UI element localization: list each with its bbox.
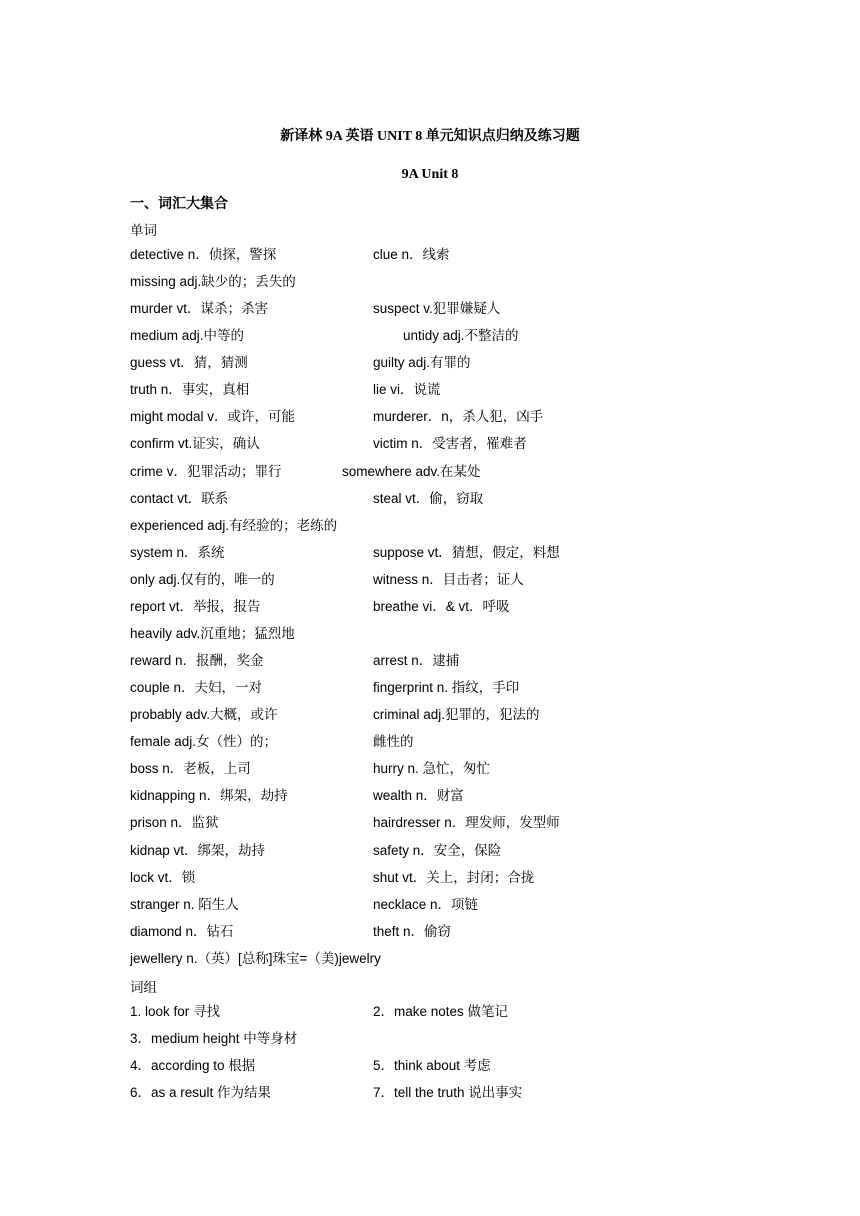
phrase-entry-left: 1. look for 寻找 <box>130 1004 221 1019</box>
word-entry-left: kidnap vt．绑架，劫持 <box>130 842 266 858</box>
word-entry-left: report vt．举报，报告 <box>130 598 261 614</box>
word-row <box>0 544 860 566</box>
word-entry-right: shut vt．关上，封闭；合拢 <box>373 869 535 885</box>
word-entry-left: might modal v．或许，可能 <box>130 409 296 425</box>
phrase-entry-left: 4．according to 根据 <box>130 1058 256 1073</box>
phrase-row <box>0 1003 860 1025</box>
word-entry-left: lock vt．锁 <box>130 869 196 885</box>
word-entry-right: somewhere adv.在某处 <box>342 463 481 479</box>
word-entry-left: murder vt．谋杀；杀害 <box>130 301 269 317</box>
word-row <box>0 760 860 782</box>
document-title: 新译林 9A 英语 UNIT 8 单元知识点归纳及练习题 <box>280 129 580 144</box>
word-entry-left: stranger n. 陌生人 <box>130 896 239 912</box>
word-entry-left: only adj.仅有的，唯一的 <box>130 571 275 587</box>
word-row <box>0 679 860 701</box>
word-entry-right: wealth n．财富 <box>373 788 464 804</box>
word-entry-left: contact vt．联系 <box>130 490 229 506</box>
phrase-entry-right: 7．tell the truth 说出事实 <box>373 1085 523 1100</box>
word-row <box>0 463 860 485</box>
phrase-entry-left: 3．medium height 中等身材 <box>130 1031 298 1046</box>
word-entry-left: confirm vt.证实，确认 <box>130 436 260 452</box>
word-row <box>0 706 860 728</box>
word-entry-left: missing adj.缺少的；丢失的 <box>130 274 296 290</box>
word-entry-right: hurry n. 急忙，匆忙 <box>373 761 491 777</box>
phrases-label: 词组 <box>130 980 157 995</box>
word-entry-left: boss n．老板，上司 <box>130 761 251 777</box>
word-row <box>0 354 860 376</box>
phrase-row <box>0 1084 860 1106</box>
word-row <box>0 273 860 295</box>
word-row <box>0 517 860 539</box>
word-entry-right: necklace n．项链 <box>373 896 479 912</box>
word-row <box>0 950 860 972</box>
word-entry-right: clue n．线索 <box>373 247 450 262</box>
word-row <box>0 842 860 864</box>
word-entry-left: reward n．报酬，奖金 <box>130 653 264 669</box>
word-entry-right: theft n．偷窃 <box>373 923 452 939</box>
word-row <box>0 381 860 403</box>
word-entry-right: lie vi．说谎 <box>373 382 441 398</box>
word-entry-left: probably adv.大概，或许 <box>130 707 278 723</box>
word-entry-right: fingerprint n. 指纹，手印 <box>373 680 520 696</box>
word-row <box>0 435 860 457</box>
word-entry-right: suppose vt．猜想，假定，料想 <box>373 544 560 560</box>
section-heading-vocabulary: 一、词汇大集合 <box>130 197 228 212</box>
word-row <box>0 869 860 891</box>
word-entry-right: murderer．n，杀人犯，凶手 <box>373 409 544 425</box>
phrase-entry-right: 5．think about 考虑 <box>373 1058 491 1073</box>
word-row <box>0 327 860 349</box>
word-row <box>0 490 860 512</box>
word-row <box>0 598 860 620</box>
document-subtitle: 9A Unit 8 <box>401 167 459 182</box>
word-row <box>0 408 860 430</box>
phrase-entry-left: 6．as a result 作为结果 <box>130 1085 272 1100</box>
word-entry-left: diamond n．钻石 <box>130 923 234 939</box>
word-entry-right: safety n．安全，保险 <box>373 842 502 858</box>
word-entry-left: prison n．监狱 <box>130 815 219 831</box>
word-entry-left: jewellery n.（英）[总称]珠宝=（美)jewelry <box>130 950 381 966</box>
word-entry-left: crime v．犯罪活动；罪行 <box>130 463 282 479</box>
word-entry-right: victim n．受害者，罹难者 <box>373 436 527 452</box>
phrase-entry-right: 2．make notes 做笔记 <box>373 1004 509 1019</box>
word-entry-left: system n．系统 <box>130 544 225 560</box>
word-entry-right: arrest n．逮捕 <box>373 653 460 669</box>
word-entry-left: experienced adj.有经验的；老练的 <box>130 517 338 533</box>
word-entry-left: truth n．事实，真相 <box>130 382 250 398</box>
word-row <box>0 300 860 322</box>
word-entry-left: kidnapping n．绑架，劫持 <box>130 788 288 804</box>
word-entry-right: suspect v.犯罪嫌疑人 <box>373 301 501 317</box>
word-entry-left: guess vt．猜，猜测 <box>130 355 248 371</box>
word-row <box>0 896 860 918</box>
word-entry-right: witness n．目击者；证人 <box>373 571 524 587</box>
word-row <box>0 571 860 593</box>
word-entry-right: 雌性的 <box>373 734 414 750</box>
word-row <box>0 923 860 945</box>
phrase-row <box>0 1057 860 1079</box>
word-entry-right: criminal adj.犯罪的，犯法的 <box>373 707 540 723</box>
word-row <box>0 814 860 836</box>
word-row <box>0 246 860 268</box>
word-row <box>0 733 860 755</box>
word-entry-left: detective n．侦探，警探 <box>130 247 277 262</box>
word-entry-right: guilty adj.有罪的 <box>373 355 471 371</box>
word-entry-left: female adj.女（性）的； <box>130 734 278 750</box>
word-entry-right: untidy adj.不整洁的 <box>403 328 519 344</box>
word-entry-right: hairdresser n．理发师，发型师 <box>373 815 560 831</box>
phrase-row <box>0 1030 860 1052</box>
word-entry-left: couple n．夫妇，一对 <box>130 680 263 696</box>
word-entry-right: steal vt．偷，窃取 <box>373 490 484 506</box>
words-label: 单词 <box>130 223 157 238</box>
word-row <box>0 625 860 647</box>
word-row <box>0 652 860 674</box>
word-entry-left: heavily adv.沉重地；猛烈地 <box>130 625 295 641</box>
word-entry-left: medium adj.中等的 <box>130 328 245 344</box>
word-row <box>0 787 860 809</box>
word-entry-right: breathe vi．& vt．呼吸 <box>373 598 510 614</box>
